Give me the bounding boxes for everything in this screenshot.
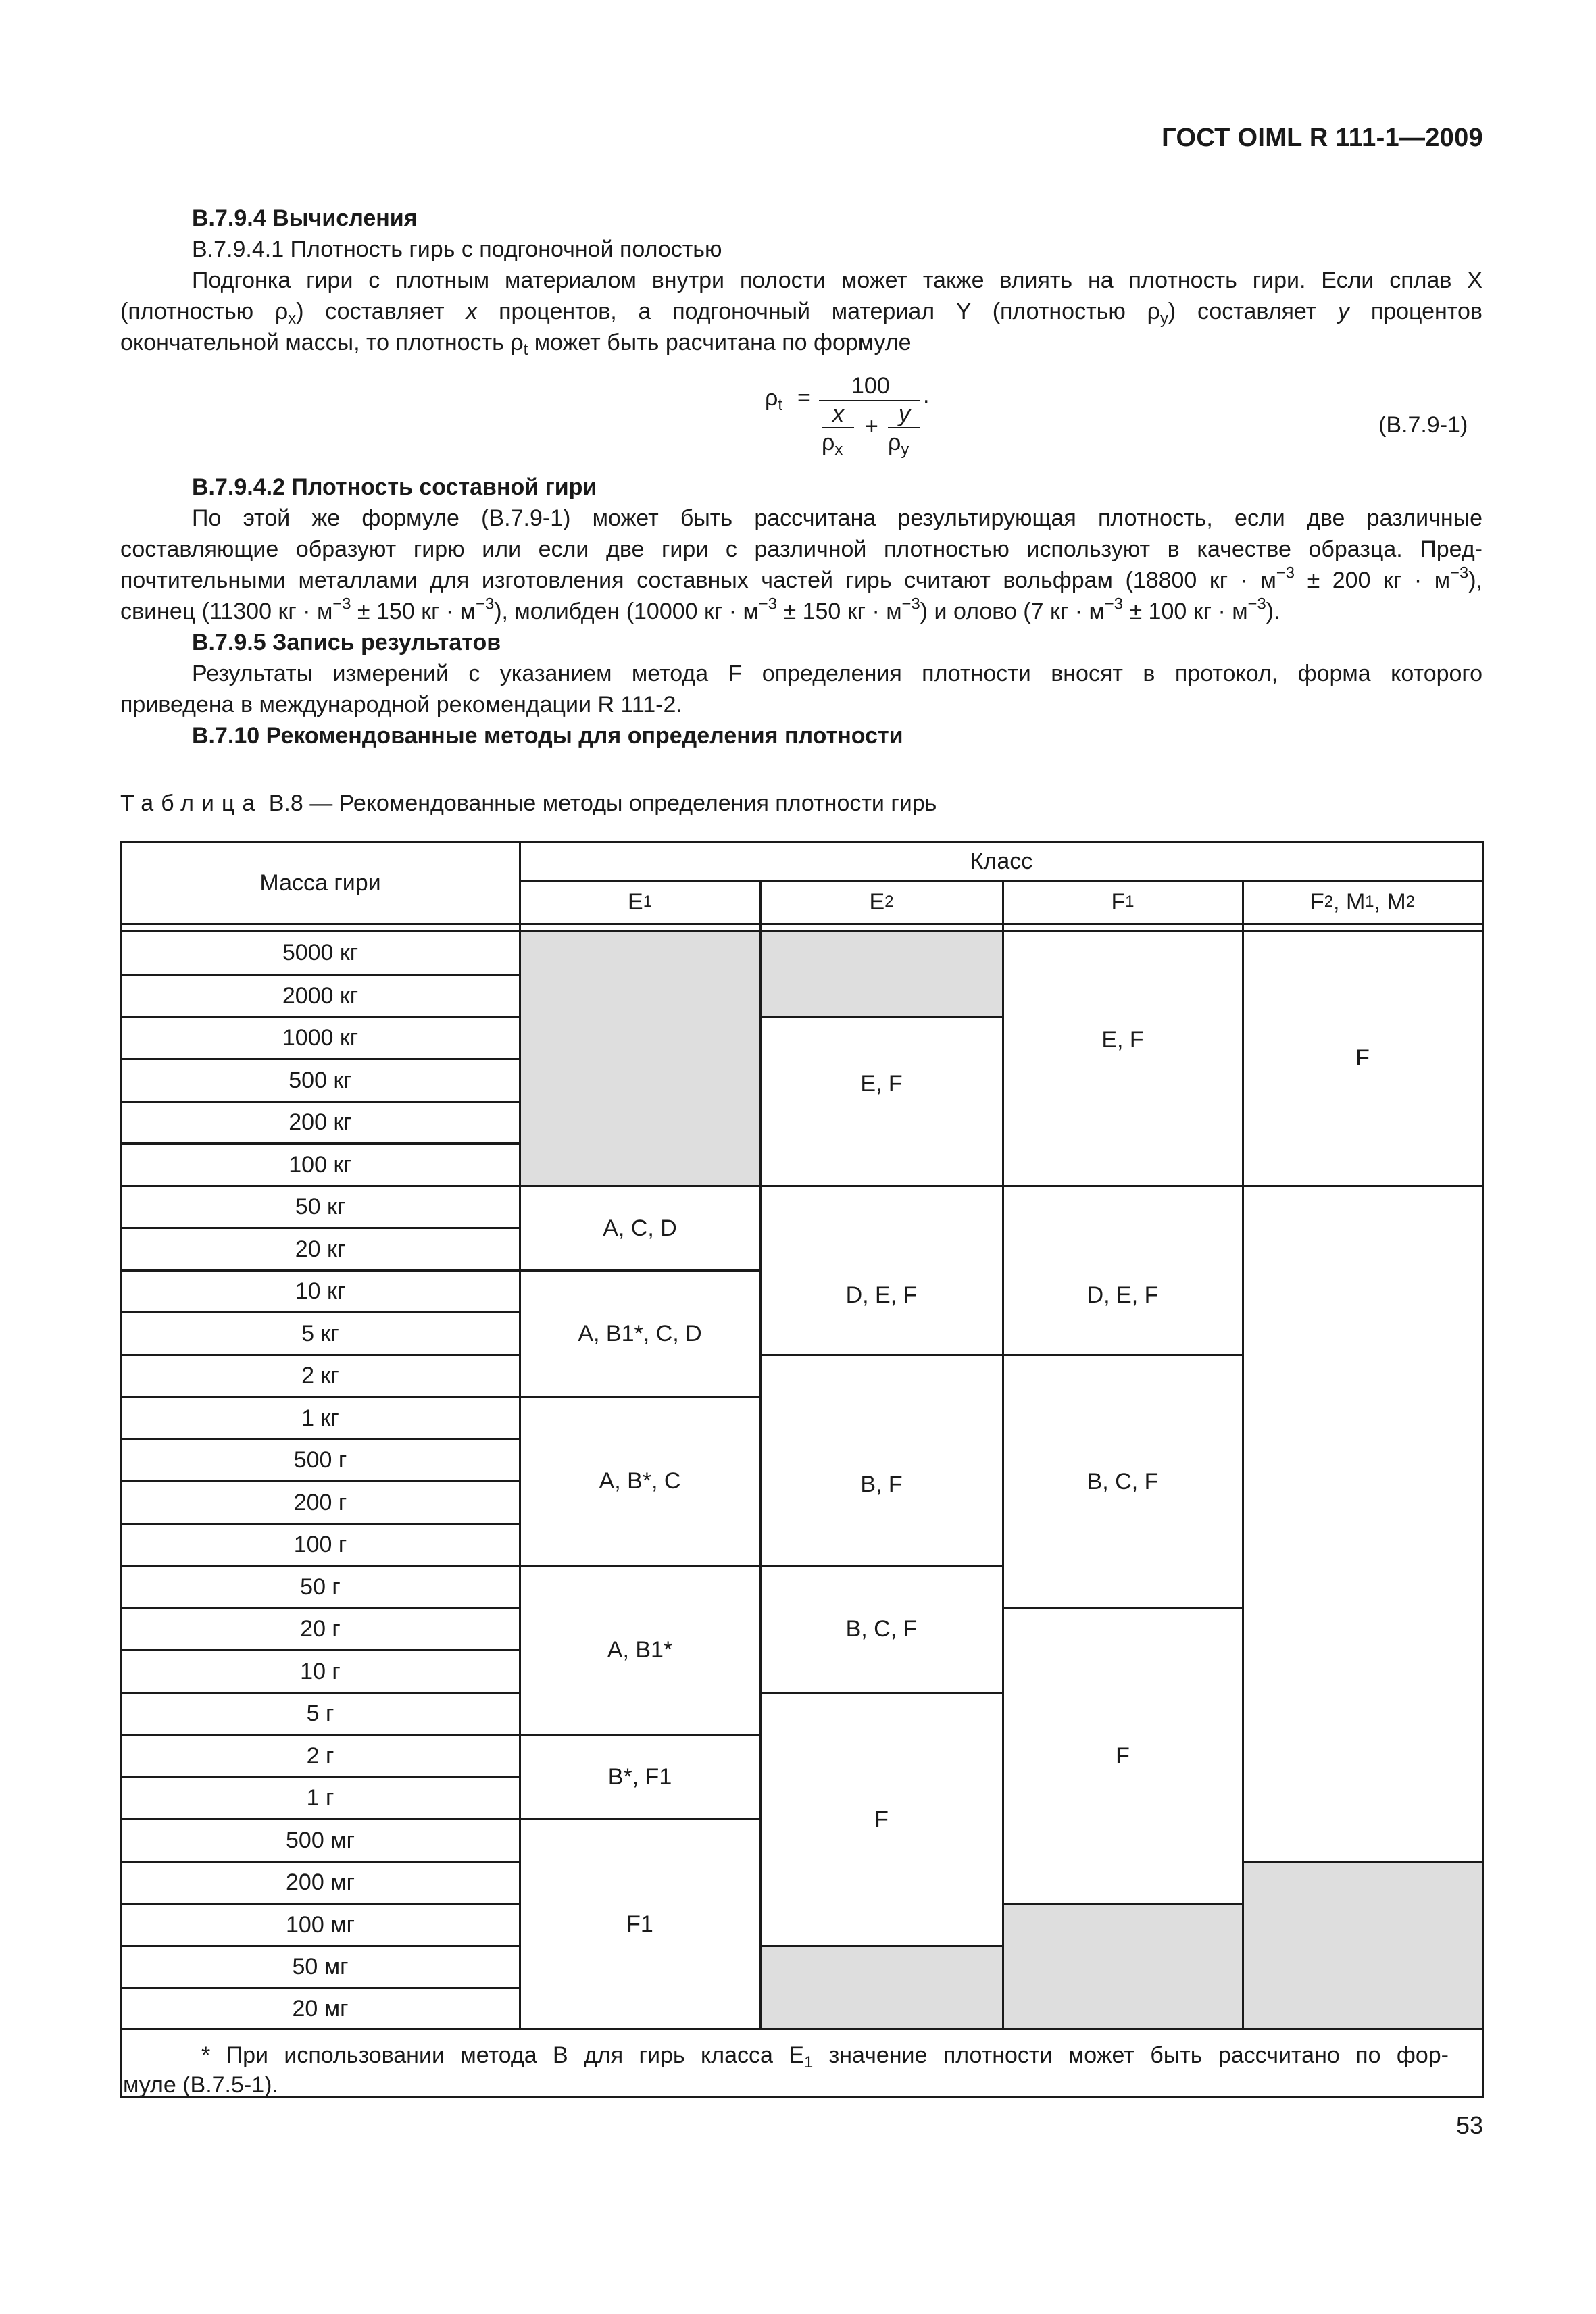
e1-methods-cell: B*, F1 bbox=[607, 1763, 672, 1790]
gray-cell-f2-bottom bbox=[1243, 1861, 1483, 2030]
section-heading-b7-9-4-1: B.7.9.4.1 Плотность гирь с подгоночной полостью bbox=[192, 236, 722, 262]
paragraph-3-line-2: приведена в международной рекомендации R 111-2. bbox=[120, 692, 682, 718]
mass-cell: 100 г bbox=[293, 1532, 347, 1557]
paragraph-1-line-1: Подгонка гири с плотным материалом внутри полости может также влиять на плотность гири. Если сплав X bbox=[192, 268, 1482, 293]
header-f2-m1-m2: F 2 , M 1 , M 2 bbox=[1310, 888, 1415, 915]
f1-methods-cell: E, F bbox=[1101, 1026, 1144, 1053]
mass-cell: 500 г bbox=[293, 1447, 347, 1473]
f2-group-line bbox=[1242, 1185, 1484, 1187]
mass-cell: 2 кг bbox=[301, 1363, 339, 1388]
formula-rho-x: $\rho_x$ bbox=[822, 430, 843, 459]
formula-number: (B.7.9-1) bbox=[1378, 412, 1468, 438]
mass-cell: 50 мг bbox=[292, 1954, 349, 1980]
table-caption: Таблица B.8 — Рекомендованные методы определения плотности гирь bbox=[120, 790, 937, 816]
f2-group-line bbox=[1242, 1861, 1484, 1863]
header-e2: E 2 bbox=[869, 888, 894, 915]
gray-cell-e2-top bbox=[761, 932, 1003, 1016]
e2-methods-cell: F bbox=[874, 1806, 889, 1832]
mass-cell: 50 кг bbox=[295, 1194, 346, 1219]
formula-x: x bbox=[832, 401, 844, 427]
header-class: Класс bbox=[970, 848, 1033, 874]
f1-methods-cell: D, E, F bbox=[1087, 1282, 1159, 1308]
mass-cell: 200 г bbox=[293, 1489, 347, 1515]
header-f1: F 1 bbox=[1111, 888, 1134, 915]
e2-methods-cell: B, F bbox=[860, 1471, 903, 1497]
mass-cell: 100 мг bbox=[286, 1911, 355, 1938]
mass-cell: 500 кг bbox=[289, 1067, 352, 1093]
mass-cell: 2 г bbox=[306, 1742, 334, 1769]
mass-cell: 50 г bbox=[300, 1574, 341, 1600]
mass-cell: 100 кг bbox=[289, 1151, 352, 1178]
f1-methods-cell: B, C, F bbox=[1087, 1468, 1159, 1494]
e1-methods-cell: A, B*, C bbox=[599, 1468, 681, 1494]
formula-numerator: 100 bbox=[851, 373, 890, 399]
paragraph-1-line-3: окончательной массы, то плотность $\rho_t$ может быть расчитана по формуле bbox=[120, 330, 912, 359]
mass-cell: 5000 кг bbox=[282, 939, 359, 965]
e2-group-line bbox=[759, 1945, 1003, 1947]
f2-methods-cell: F bbox=[1355, 1045, 1370, 1071]
table-body-bottom bbox=[120, 2028, 1484, 2030]
formula-equals: = bbox=[797, 385, 811, 411]
mass-cell: 10 кг bbox=[295, 1278, 346, 1304]
section-heading-b7-10: B.7.10 Рекомендованные методы для определения плотности bbox=[192, 723, 903, 749]
mass-cell: 5 г bbox=[306, 1701, 334, 1726]
paragraph-2-line-4: свинец (11300 кг · $м^{-3} \pm 150$ кг · $м^{-3}$), молибден (10000 кг · $м^{-3} \pm 150$ кг · $м^{-3}$) и олово (7 кг · $м^{-3} \pm 100$ кг · $м^{-3}$). bbox=[120, 595, 1280, 624]
mass-cell: 5 кг bbox=[301, 1320, 339, 1347]
formula-period: . bbox=[923, 382, 930, 408]
header-mass: Масса гири bbox=[259, 870, 381, 896]
mass-cell: 20 г bbox=[300, 1616, 341, 1642]
section-heading-b7-9-5: B.7.9.5 Запись результатов bbox=[192, 630, 501, 655]
f1-methods-cell: F bbox=[1116, 1742, 1130, 1769]
paragraph-2-line-3: почтительными металлами для изготовления составных частей гирь считают вольфрам (18800 кг · $м^{-3} \pm 200$ кг · $м^{-3}$), bbox=[120, 563, 1482, 593]
mass-cell: 1000 кг bbox=[282, 1025, 359, 1051]
mass-cell: 1 кг bbox=[301, 1405, 339, 1431]
e1-methods-cell: A, B1*, C, D bbox=[578, 1320, 702, 1347]
gray-cell-f1-bottom bbox=[1003, 1903, 1243, 2030]
gray-cell-e2-bottom bbox=[761, 1945, 1003, 2030]
mass-cell: 20 кг bbox=[295, 1236, 346, 1262]
table-border-right bbox=[1482, 841, 1484, 2098]
paragraph-2-line-2: составляющие образуют гирю или если две гири с различной плотностью используют в качестве образца. Пред- bbox=[120, 536, 1482, 562]
paragraph-2-line-1: По этой же формуле (B.7.9-1) может быть рассчитана результирующая плотность, если две различные bbox=[192, 505, 1482, 531]
e1-methods-cell: A, C, D bbox=[603, 1215, 677, 1241]
table-footnote: * При использовании метода B для гирь класса $E_1$ значение плотности может быть рассчитано по фор- муле (B.7.5-1). bbox=[123, 2042, 1449, 2098]
section-heading-b7-9-4: B.7.9.4 Вычисления bbox=[192, 205, 418, 231]
e2-methods-cell: D, E, F bbox=[845, 1282, 918, 1308]
paragraph-3-line-1: Результаты измерений с указанием метода F определения плотности вносят в протокол, форма которого bbox=[192, 661, 1482, 686]
mass-cell: 500 мг bbox=[286, 1827, 355, 1853]
e1-methods-cell: A, B1* bbox=[607, 1637, 673, 1663]
e2-methods-cell: E, F bbox=[860, 1070, 903, 1097]
mass-cell: 2000 кг bbox=[282, 982, 359, 1009]
formula-plus: + bbox=[865, 413, 878, 439]
gray-cell-e1-top bbox=[520, 932, 761, 1185]
mass-cell: 10 г bbox=[300, 1658, 341, 1684]
mass-cell: 200 мг bbox=[286, 1869, 355, 1895]
section-heading-b7-9-4-2: B.7.9.4.2 Плотность составной гири bbox=[192, 474, 597, 500]
mass-cell: 20 мг bbox=[292, 1995, 349, 2021]
paragraph-1-line-2: (плотностью $\rho_x$) составляет x процентов, а подгоночный материал Y (плотностью $\rho_y$) составляет y процентов bbox=[120, 299, 1482, 328]
formula-y: y bbox=[899, 401, 910, 427]
mass-cell: 1 г bbox=[306, 1785, 334, 1811]
f1-group-line bbox=[1002, 1903, 1243, 1905]
mass-cell: 200 кг bbox=[289, 1109, 352, 1135]
header-e1: E 1 bbox=[628, 888, 652, 915]
formula-lhs: $\rho_t$ bbox=[765, 385, 782, 415]
e2-methods-cell: B, C, F bbox=[845, 1616, 918, 1642]
page-number: 53 bbox=[1455, 2111, 1483, 2139]
e1-methods-cell: F1 bbox=[626, 1911, 653, 1937]
formula-rho-y: $\rho_y$ bbox=[888, 430, 909, 459]
document-code: ГОСТ OIML R 111-1—2009 bbox=[1162, 124, 1483, 152]
